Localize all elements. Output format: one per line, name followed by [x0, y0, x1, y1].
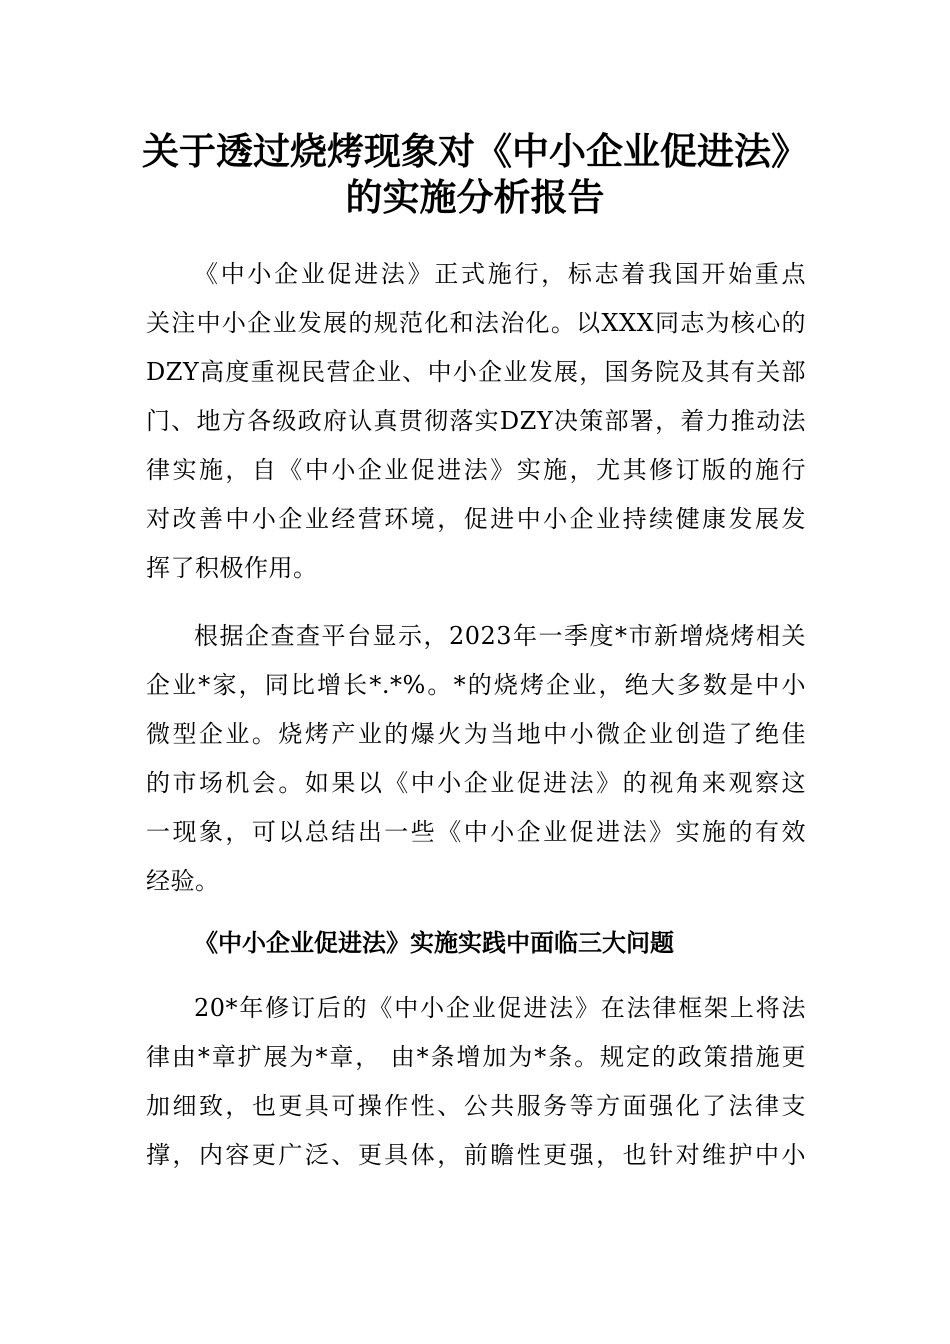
paragraph-line: 企业*家，同比增长*.*%。*的烧烤企业，绝大多数是中小 [146, 671, 806, 699]
paragraph-line: 的市场机会。如果以《中小企业促进法》的视角来观察这 [146, 769, 806, 797]
paragraph-line: 律由*章扩展为*章， 由*条增加为*条。规定的政策措施更 [146, 1043, 806, 1071]
paragraph-line: 律实施，自《中小企业促进法》实施，尤其修订版的施行 [146, 456, 806, 484]
paragraph-line: 根据企查查平台显示，2023年一季度*市新增烧烤相关 [194, 622, 806, 650]
document-title-line-2: 的实施分析报告 [345, 175, 605, 219]
paragraph-intro [146, 250, 806, 593]
paragraph-line: 20*年修订后的《中小企业促进法》在法律框架上将法 [194, 994, 806, 1022]
section-heading: 《中小企业促进法》实施实践中面临三大问题 [194, 928, 674, 957]
paragraph-line: 对改善中小企业经营环境，促进中小企业持续健康发展发 [146, 505, 806, 533]
paragraph-line: 经验。 [146, 867, 220, 895]
paragraph-line: 《中小企业促进法》正式施行，标志着我国开始重点 [194, 260, 806, 288]
paragraph-data [146, 612, 806, 906]
document-title-line-1: 关于透过烧烤现象对《中小企业促进法》 [142, 129, 808, 173]
paragraph-line: DZY高度重视民营企业、中小企业发展，国务院及其有关部 [146, 358, 806, 386]
paragraph-line: 关注中小企业发展的规范化和法治化。以XXX同志为核心的 [146, 309, 806, 337]
paragraph-line: 微型企业。烧烤产业的爆火为当地中小微企业创造了绝佳 [146, 720, 806, 748]
paragraph-line: 一现象，可以总结出一些《中小企业促进法》实施的有效 [146, 818, 806, 846]
paragraph-line: 挥了积极作用。 [146, 554, 318, 582]
paragraph-revision [146, 984, 806, 1180]
paragraph-line: 门、地方各级政府认真贯彻落实DZY决策部署，着力推动法 [146, 407, 806, 435]
paragraph-line: 加细致，也更具可操作性、公共服务等方面强化了法律支 [146, 1092, 806, 1120]
paragraph-line: 撑，内容更广泛、更具体，前瞻性更强，也针对维护中小 [146, 1141, 806, 1169]
